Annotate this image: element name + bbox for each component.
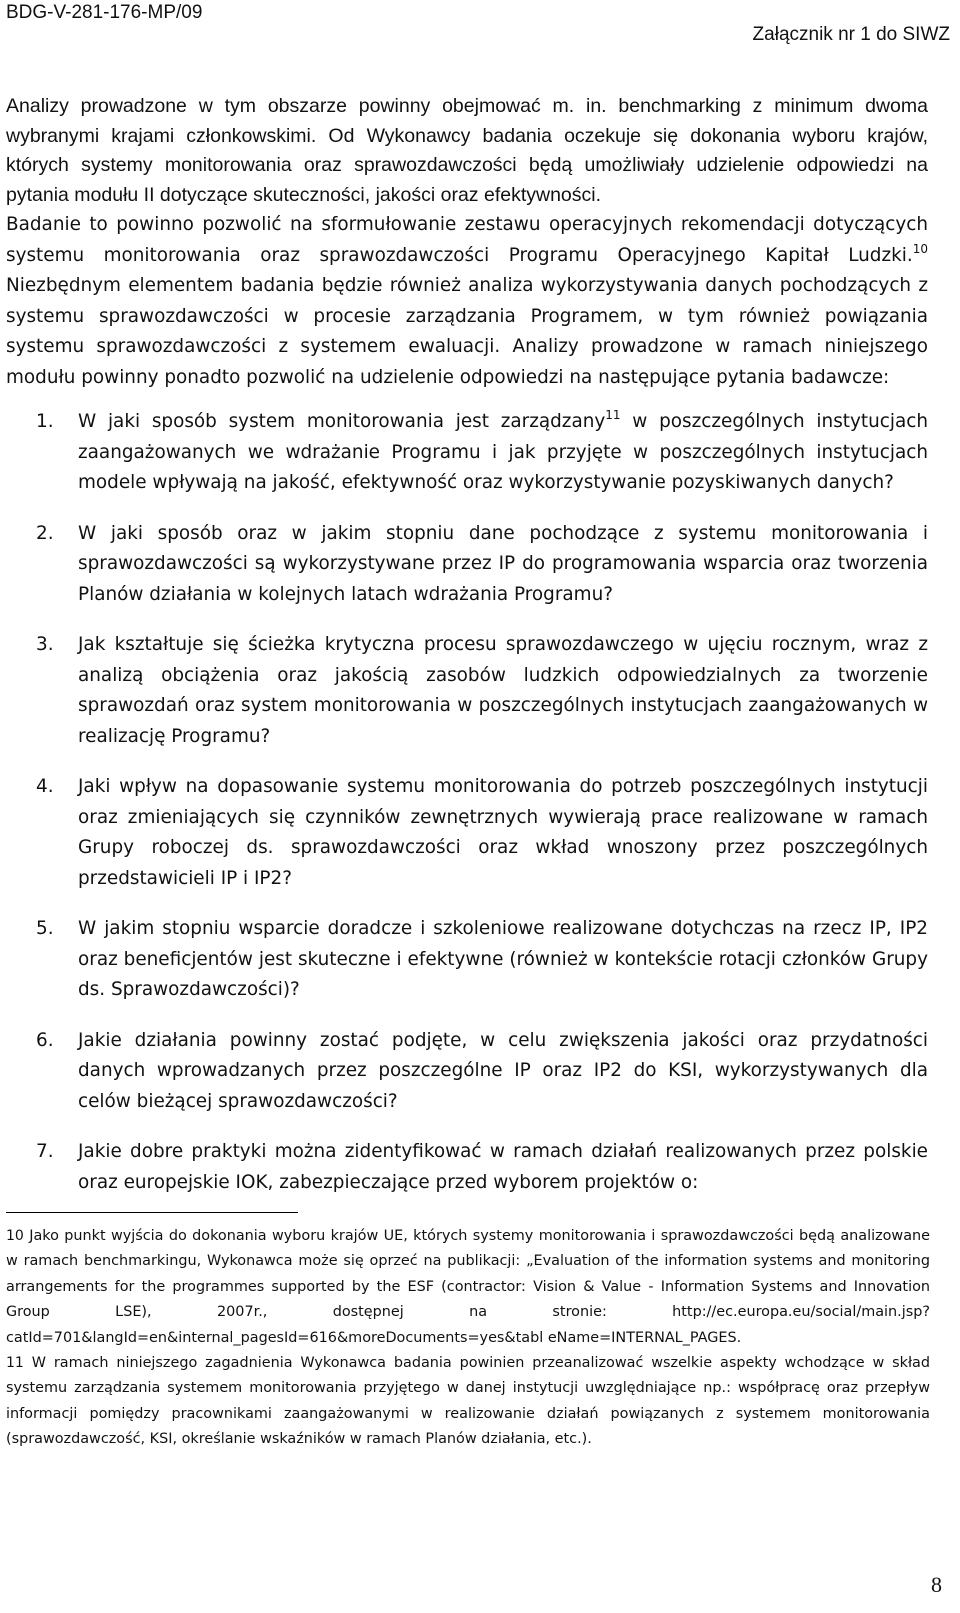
question-text: Jak kształtuje się ścieżka krytyczna procesu sprawozdawczego w ujęciu rocznym, wraz z analizą obciążenia oraz jakością zasobów ludzkich odpowiedzialnych za tworzenie sprawozdań oraz system monitorowania w poszczególnych instytucjach zaangażowanych w realizację Programu? — [78, 634, 928, 747]
document-reference: BDG-V-281-176-MP/09 — [6, 2, 203, 23]
page-header — [0, 0, 960, 44]
paragraph-text: Niezbędnym elementem badania będzie również analiza wykorzystywania danych pochodzących z systemu sprawozdawczości w procesie zarządzania Programem, w tym również powiązania systemu sprawozdawczości z systemem ewaluacji. Analizy prowadzone w ramach niniejszego modułu powinny ponadto pozwolić na udzielenie odpowiedzi na następujące pytania badawcze: — [6, 275, 928, 388]
page-number: 8 — [931, 1572, 942, 1597]
footnote-10 — [6, 1224, 930, 1351]
question-text: W jakim stopniu wsparcie doradcze i szkoleniowe realizowane dotychczas na rzecz IP, IP2 oraz beneficjentów jest skuteczne i efektywne (również w kontekście rotacji członków Grupy ds. Sprawozdawczości)? — [78, 918, 928, 1000]
question-number: 2. — [36, 522, 54, 544]
attachment-label: Załącznik nr 1 do SIWZ — [752, 24, 950, 45]
question-number: 4. — [36, 776, 54, 797]
footnote-mark: 10 — [6, 1228, 24, 1244]
list-item — [6, 519, 928, 611]
main-content — [6, 92, 928, 1218]
footnote-mark: 11 — [6, 1355, 24, 1372]
footnote-ref-11[interactable]: 11 — [605, 408, 621, 422]
question-text-part: w poszczególnych instytucjach zaangażowanych we wdrażanie Programu i jak przyjęte w poszczególnych instytucjach modele wpływają na jakość, efektywność oraz wykorzystywanie pozyskiwanych danych? — [78, 411, 928, 493]
list-item — [6, 772, 928, 894]
footnote-text: Jako punkt wyjścia do dokonania wyboru krajów UE, których systemy monitorowania i sprawozdawczości będą analizowane w ramach benchmarkingu, Wykonawca może się oprzeć na publikacji: „Evaluation of the information systems and monitoring arrangements for the programmes supported by the ESF (contractor: Vision & Value - Information Systems and Innovation Group LSE), 2007r., dostępnej na stronie: http://ec.europa.eu/social/main.jsp?catId=701&langId=en&internal_pagesId=616&moreDocuments=yes&tabl eName=INTERNAL_PAGES. — [6, 1228, 930, 1346]
question-text-part: W jaki sposób system monitorowania jest zarządzany — [78, 411, 606, 432]
list-item — [6, 1137, 928, 1198]
footnotes — [6, 1224, 930, 1453]
question-number: 3. — [36, 634, 54, 655]
question-number: 1. — [36, 411, 54, 432]
intro-paragraph: Analizy prowadzone w tym obszarze powinny obejmować m. in. benchmarking z minimum dwoma wybranymi krajami członkowskimi. Od Wykonawcy badania oczekuje się dokonania wyboru krajów, których systemy monitorowania oraz sprawozdawczości będą umożliwiały udzielenie odpowiedzi na pytania modułu II dotyczące skuteczności, jakości oraz efektywności. — [6, 95, 928, 206]
question-number: 5. — [36, 918, 54, 939]
question-number: 7. — [36, 1141, 54, 1162]
footnote-text: W ramach niniejszego zagadnienia Wykonawca badania powinien przeanalizować wszelkie aspekty wchodzące w skład systemu zarządzania systemem monitorowania przyjętego w danej instytucji uwzględniające np.: współpracę oraz przepływ informacji pomiędzy pracownikami zaangażowanymi w realizowanie działań powiązanych z systemem monitorowania (sprawozdawczość, KSI, określanie wskaźników w ramach Planów działania, etc.). — [6, 1355, 930, 1448]
list-item — [6, 1026, 928, 1118]
list-item — [6, 914, 928, 1006]
paragraph-text: Badanie to powinno pozwolić na sformułowanie zestawu operacyjnych rekomendacji dotyczących systemu monitorowania oraz sprawozdawczości Programu Operacyjnego Kapitał Ludzki. — [6, 214, 928, 266]
footnote-ref-10[interactable]: 10 — [912, 241, 928, 256]
recommendations-paragraph — [6, 210, 928, 393]
question-number: 6. — [36, 1029, 54, 1051]
question-text: Jakie działania powinny zostać podjęte, w celu zwiększenia jakości oraz przydatności danych wprowadzanych przez poszczególne IP oraz IP2 do KSI, wykorzystywanych dla celów bieżącej sprawozdawczości? — [78, 1029, 928, 1112]
research-questions-list — [6, 407, 928, 1198]
question-text — [78, 407, 928, 499]
question-text: W jaki sposób oraz w jakim stopniu dane pochodzące z systemu monitorowania i sprawozdawczości są wykorzystywane przez IP do programowania wsparcia oraz tworzenia Planów działania w kolejnych latach wdrażania Programu? — [78, 522, 928, 605]
list-item — [6, 630, 928, 752]
list-item — [6, 407, 928, 499]
question-text: Jaki wpływ na dopasowanie systemu monitorowania do potrzeb poszczególnych instytucji oraz zmieniających się czynników zewnętrznych wywierają prace realizowane w ramach Grupy roboczej ds. sprawozdawczości oraz wkład wnoszony przez poszczególnych przedstawicieli IP i IP2? — [78, 776, 928, 889]
footnote-11 — [6, 1351, 930, 1453]
question-text: Jakie dobre praktyki można zidentyfikować w ramach działań realizowanych przez polskie oraz europejskie IOK, zabezpieczające przed wyborem projektów o: — [78, 1141, 928, 1193]
footnote-separator — [6, 1212, 298, 1213]
